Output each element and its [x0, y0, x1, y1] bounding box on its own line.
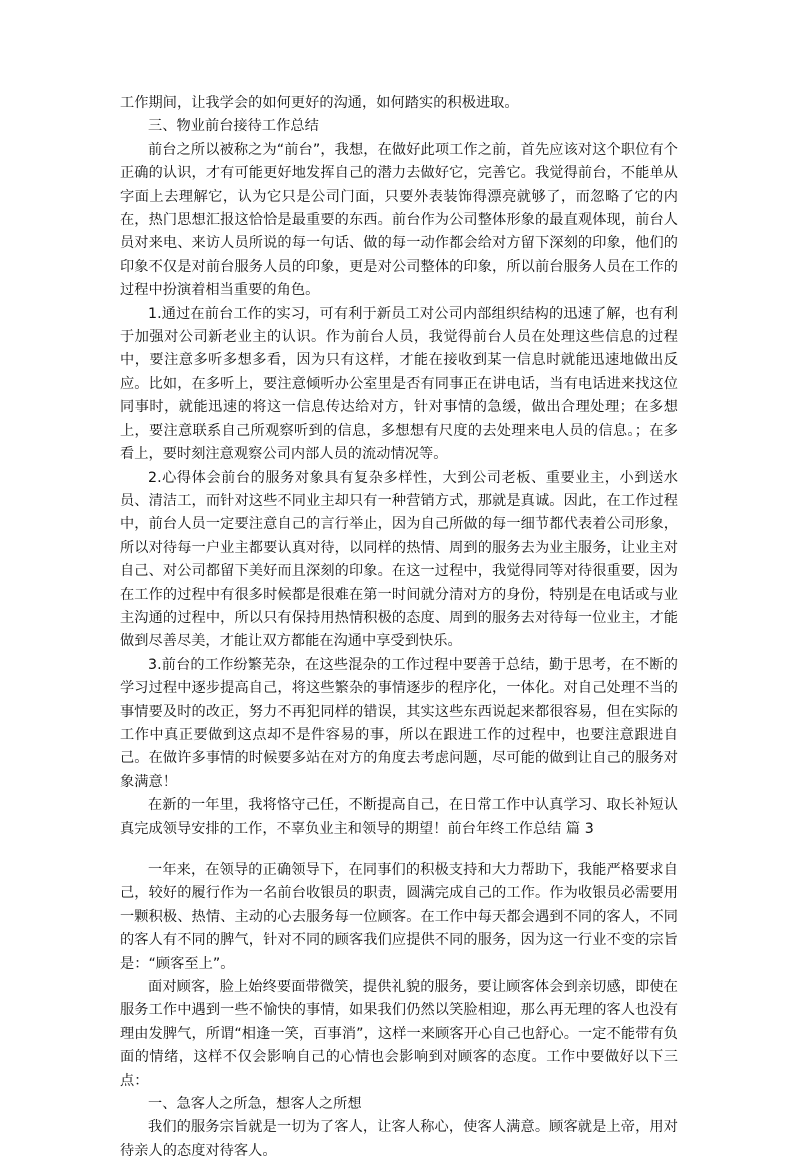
paragraph-continuation: 工作期间，让我学会的如何更好的沟通，如何踏实的积极进取。: [120, 95, 519, 111]
paragraph-point-1: 1.通过在前台工作的实习，可有利于新员工对公司内部组织结构的迅速了解，也有利于加强对公司新老业主的认识。作为前台人员，我觉得前台人员在处理这些信息的过程中，要注意多听多想多看，因为只有这样，才能在接收到某一信息时就能迅速地做出反应。比如，在多听上，要注意倾听办公室里是否有同事正在讲电话，当有电话进来找这位同事时，就能迅速的将这一信息传达给对方，针对事情的急缓，做出合理处理；在多想上，要注意联系自己所观察听到的信息，多想想有尺度的去处理来电人员的信息。；在多看上，要时刻注意观察公司内部人员的流动情况等。: [120, 305, 678, 463]
section-heading-front-desk: 三、物业前台接待工作总结: [148, 118, 319, 135]
section-heading-customer: 一、急客人之所急，想客人之所想: [148, 1096, 362, 1113]
paragraph-smile: 面对顾客，脸上始终要面带微笑，提供礼貌的服务，要让顾客体会到亲切感，即使在服务工作中遇到一些不愉快的事情，如果我们仍然以笑脸相迎，那么再无理的客人也没有理由发脾气，所谓“相逢一笑，百事消”，这样一来顾客开心自己也舒心。一定不能带有负面的情绪，这样不仅会影响自己的心情也会影响到对顾客的态度。工作中要做好以下三点：: [120, 979, 678, 1089]
paragraph-new-year: 在新的一年里，我将恪守己任，不断提高自己，在日常工作中认真学习、取长补短认真完成领导安排的工作，不辜负业主和领导的期望！前台年终工作总结 篇 3: [120, 797, 678, 837]
paragraph-point-3: 3.前台的工作纷繁芜杂，在这些混杂的工作过程中要善于总结，勤于思考，在不断的学习过程中逐步提高自己，将这些繁杂的事情逐步的程序化，一体化。对自己处理不当的事情要及时的改正，努力不再犯同样的错误，其实这些东西说起来都很容易，但在实际的工作中真正要做到这点却不是件容易的事，所以在跟进工作的过程中，也要注意跟进自己。在做许多事情的时候要多站在对方的角度去考虑问题，尽可能的做到让自己的服务对象满意！: [120, 656, 678, 790]
paragraph-point-2: 2.心得体会前台的服务对象具有复杂多样性，大到公司老板、重要业主，小到送水员、清洁工，而针对这些不同业主却只有一种营销方式，那就是真诚。因此，在工作过程中，前台人员一定要注意自己的言行举止，因为自己所做的每一细节都代表着公司形象，所以对待每一户业主都要认真对待，以同样的热情、周到的服务去为业主服务，让业主对自己、对公司都留下美好而且深刻的印象。在这一过程中，我觉得同等对待很重要，因为在工作的过程中有很多时候都是很难在第一时间就分清对方的身份，特别是在电话或与业主沟通的过程中，所以只有保持用热情积极的态度、周到的服务去对待每一位业主，才能做到尽善尽美，才能让双方都能在沟通中享受到快乐。: [120, 469, 678, 650]
paragraph-gap: [120, 841, 678, 859]
paragraph-front-desk-intro: 前台之所以被称之为“前台”，我想，在做好此项工作之前，首先应该对这个职位有个正确的认识，才有可能更好地发挥自己的潜力去做好它，完善它。我觉得前台，不能单从字面上去理解它，认为它只是公司门面，只要外表装饰得漂亮就够了，而忽略了它的内在，热门思想汇报这恰恰是最重要的东西。前台作为公司整体形象的最直观体现，前台人员对来电、来访人员所说的每一句话、做的每一动作都会给对方留下深刻的印象，他们的印象不仅是对前台服务人员的印象，更是对公司整体的印象，所以前台服务人员在工作的过程中扮演着相当重要的角色。: [120, 141, 678, 299]
paragraph-cashier-intro: 一年来，在领导的正确领导下，在同事们的积极支持和大力帮助下，我能严格要求自己，较好的履行作为一名前台收银员的职责，圆满完成自己的工作。作为收银员必需要用一颗积极、热情、主动的心去服务每一位顾客。在工作中每天都会遇到不同的客人，不同的客人有不同的脾气，针对不同的顾客我们应提供不同的服务，因为这一行业不变的宗旨是：“顾客至上”。: [120, 862, 678, 972]
paragraph-service-aim: 我们的服务宗旨就是一切为了客人，让客人称心，使客人满意。顾客就是上帝，用对待亲人的态度对待客人。: [120, 1119, 678, 1159]
document-body: [120, 92, 678, 1163]
